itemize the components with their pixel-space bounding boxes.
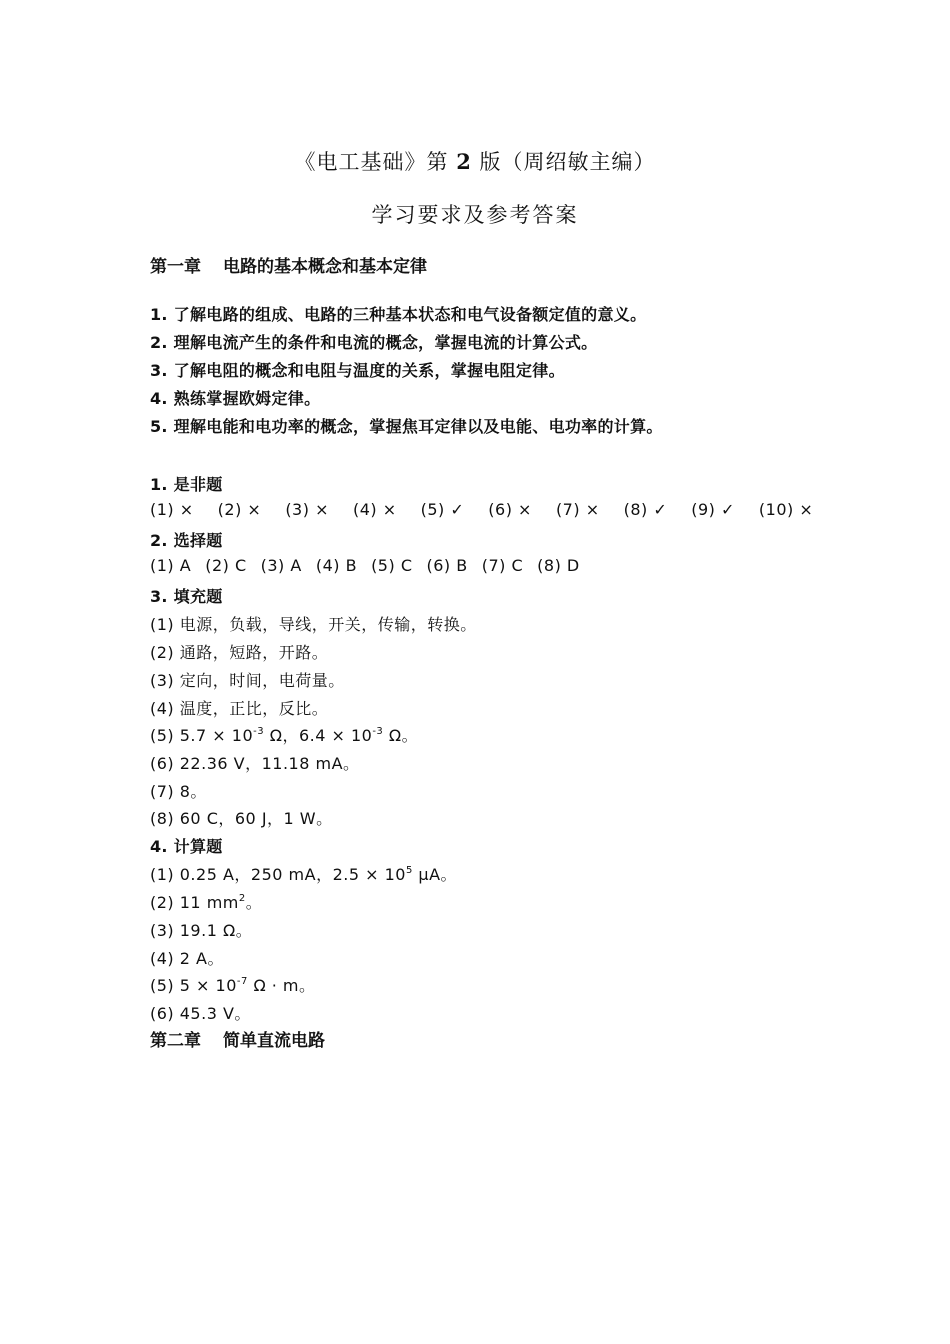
fill-answer-4: (4) 温度，正比，反比。 (150, 699, 329, 718)
tf-answer: (8) ✓ (623, 500, 668, 519)
fill-answer-5-part: Ω。 (383, 726, 419, 745)
calc-answer-5-part: (5) 5 × 10 (150, 976, 237, 995)
fill-heading: 3. 填充题 (150, 587, 223, 606)
chapter-1-number: 第一章 (150, 257, 201, 277)
chapter-2-number: 第二章 (150, 1031, 201, 1051)
exponent: -3 (253, 726, 265, 737)
requirement-2: 2. 理解电流产生的条件和电流的概念，掌握电流的计算公式。 (150, 333, 598, 352)
mc-answer: (5) C (371, 556, 413, 575)
fill-answer-1: (1) 电源，负载，导线，开关，传输，转换。 (150, 615, 477, 634)
calc-answer-5-part: Ω · m。 (247, 976, 316, 995)
chapter-2-heading (150, 1026, 325, 1051)
mc-answer: (7) C (481, 556, 524, 575)
calc-answer-1-part: μA。 (412, 865, 458, 884)
fill-answer-8: (8) 60 C，60 J，1 W。 (150, 809, 333, 828)
chapter-1-name: 电路的基本概念和基本定律 (223, 257, 427, 277)
mc-answer: (8) D (537, 556, 580, 575)
calc-answer-1 (150, 862, 457, 885)
mc-answer: (4) B (315, 556, 358, 575)
fill-answer-5-part: (5) 5.7 × 10 (150, 726, 254, 745)
calc-heading: 4. 计算题 (150, 837, 223, 856)
tf-answer: (7) × (555, 500, 600, 519)
fill-answer-5 (150, 723, 418, 746)
tf-answer: (1) × (150, 500, 194, 519)
document-title (0, 146, 950, 176)
calc-answer-2-part: 。 (245, 893, 263, 912)
calc-answer-2-part: (2) 11 mm (150, 893, 239, 912)
tf-heading: 1. 是非题 (150, 475, 223, 494)
fill-answer-7: (7) 8。 (150, 782, 207, 801)
chapter-1-heading (150, 252, 427, 277)
exponent: 5 (405, 865, 413, 876)
tf-answer: (10) × (758, 500, 814, 519)
fill-answer-2: (2) 通路，短路，开路。 (150, 643, 329, 662)
calc-answer-6: (6) 45.3 V。 (150, 1004, 251, 1023)
calc-answer-4: (4) 2 A。 (150, 949, 224, 968)
calc-answer-5 (150, 973, 316, 996)
mc-answer: (3) A (260, 556, 302, 575)
calc-answer-2 (150, 890, 262, 913)
mc-answer: (6) B (426, 556, 468, 575)
requirement-3: 3. 了解电阻的概念和电阻与温度的关系，掌握电阻定律。 (150, 361, 565, 380)
mc-answers (150, 556, 594, 575)
calc-answer-3: (3) 19.1 Ω。 (150, 921, 253, 940)
mc-answer: (2) C (205, 556, 247, 575)
title-pre: 《电工基础》第 (294, 150, 457, 174)
requirement-4: 4. 熟练掌握欧姆定律。 (150, 389, 321, 408)
mc-heading: 2. 选择题 (150, 531, 223, 550)
calc-answer-1-part: (1) 0.25 A，250 mA，2.5 × 10 (150, 865, 406, 884)
tf-answer: (5) ✓ (420, 500, 465, 519)
exponent: 2 (238, 893, 246, 904)
title-edition: 2 (456, 149, 472, 174)
tf-answers (150, 500, 813, 519)
fill-answer-5-part: Ω，6.4 × 10 (264, 726, 373, 745)
tf-answer: (4) × (352, 500, 397, 519)
requirement-5: 5. 理解电能和电功率的概念，掌握焦耳定律以及电能、电功率的计算。 (150, 417, 663, 436)
tf-answer: (3) × (285, 500, 329, 519)
fill-answer-3: (3) 定向，时间，电荷量。 (150, 671, 345, 690)
tf-answer: (2) × (217, 500, 262, 519)
tf-answer: (6) × (488, 500, 532, 519)
requirement-1: 1. 了解电路的组成、电路的三种基本状态和电气设备额定值的意义。 (150, 305, 647, 324)
tf-answer: (9) ✓ (691, 500, 735, 519)
exponent: -7 (236, 976, 248, 987)
exponent: -3 (372, 726, 384, 737)
chapter-2-name: 简单直流电路 (223, 1031, 325, 1051)
mc-answer: (1) A (150, 556, 192, 575)
document-subtitle: 学习要求及参考答案 (371, 203, 579, 227)
fill-answer-6: (6) 22.36 V，11.18 mA。 (150, 754, 360, 773)
title-post: 版（周绍敏主编） (471, 150, 656, 174)
